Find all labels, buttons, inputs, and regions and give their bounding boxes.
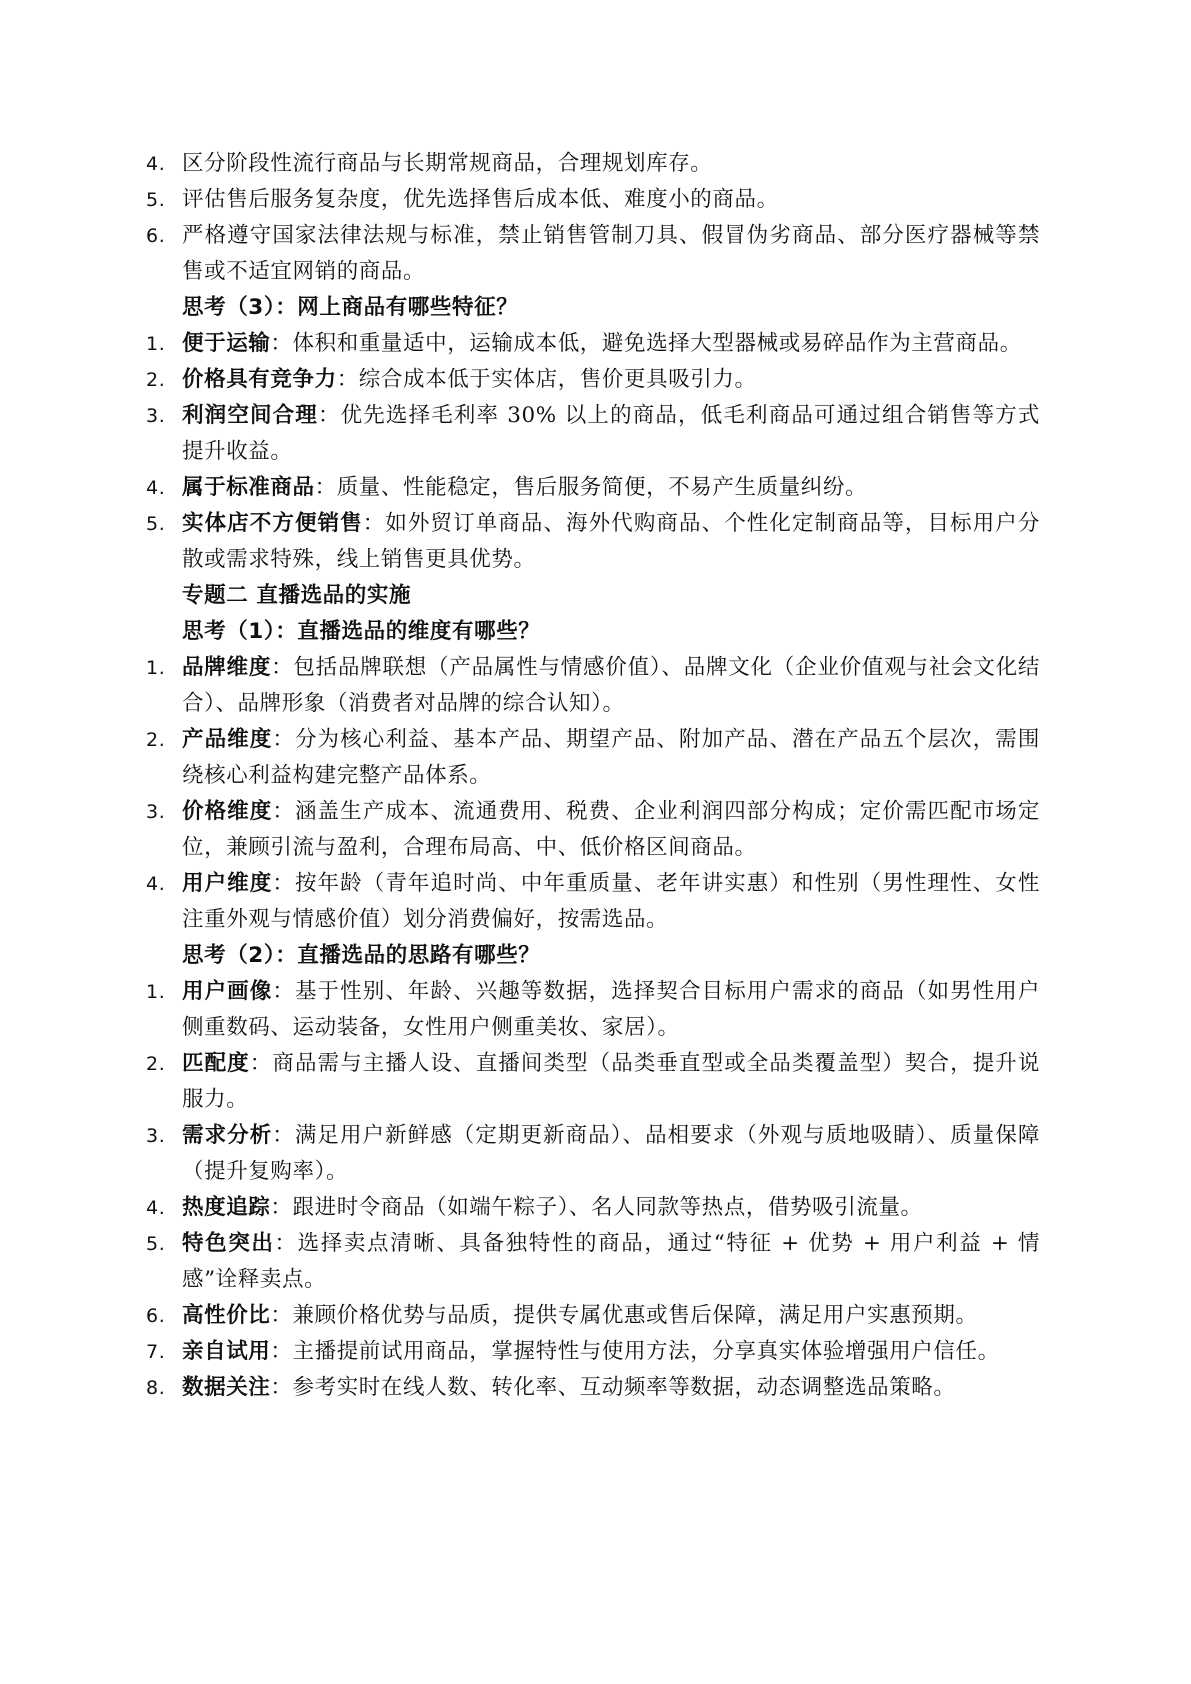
list-item-term: 高性价比 — [182, 1303, 271, 1328]
list-item-text: ：选择卖点清晰、具备独特性的商品，通过“特征 + 优势 + 用户利益 + 情感”诠释卖点。 — [182, 1231, 1040, 1292]
list-item-number: 1. — [146, 657, 166, 679]
list-item-text: ：质量、性能稳定，售后服务简便，不易产生质量纠纷。 — [314, 475, 868, 500]
list-item-number: 7. — [146, 1341, 166, 1363]
list-item-number: 4. — [146, 477, 166, 499]
list-item-term: 价格维度 — [182, 799, 273, 824]
list-item-term: 属于标准商品 — [182, 475, 315, 500]
list-item-text: 严格遵守国家法律法规与标准，禁止销售管制刀具、假冒伪劣商品、部分医疗器械等禁售或不适宜网销的商品。 — [182, 223, 1040, 284]
list-item-term: 热度追踪 — [182, 1195, 271, 1220]
list-item — [140, 1298, 1040, 1334]
list-item — [140, 1370, 1040, 1406]
list-item — [140, 974, 1040, 1046]
list-item-number: 4. — [146, 153, 166, 175]
list-item-number: 5. — [146, 513, 166, 535]
list-item-term: 用户画像 — [182, 979, 273, 1004]
list-item-term: 匹配度 — [182, 1051, 250, 1076]
list-item — [140, 362, 1040, 398]
list-item-number: 5. — [146, 189, 166, 211]
list-item-number: 6. — [146, 1305, 166, 1327]
list-item-number: 3. — [146, 405, 166, 427]
list-item-text: ：商品需与主播人设、直播间类型（品类垂直型或全品类覆盖型）契合，提升说服力。 — [182, 1051, 1040, 1112]
list-item — [140, 470, 1040, 506]
list-item-text: ：参考实时在线人数、转化率、互动频率等数据，动态调整选品策略。 — [270, 1375, 956, 1400]
list-item-term: 利润空间合理 — [182, 403, 318, 428]
section-heading: 专题二 直播选品的实施 — [182, 583, 412, 608]
list-item-text: ：跟进时令商品（如端午粽子）、名人同款等热点，借势吸引流量。 — [270, 1195, 923, 1220]
list-item-text: ：主播提前试用商品，掌握特性与使用方法，分享真实体验增强用户信任。 — [270, 1339, 1000, 1364]
list-item-number: 4. — [146, 1197, 166, 1219]
list-item — [140, 1190, 1040, 1226]
list-item-text: ：基于性别、年龄、兴趣等数据，选择契合目标用户需求的商品（如男性用户侧重数码、运动装备，女性用户侧重美妆、家居）。 — [182, 979, 1040, 1040]
list-item-term: 数据关注 — [182, 1375, 271, 1400]
list-item-number: 4. — [146, 873, 166, 895]
list-item-text: ：如外贸订单商品、海外代购商品、个性化定制商品等，目标用户分散或需求特殊，线上销售更具优势。 — [182, 511, 1040, 572]
section-heading: 思考（1）：直播选品的维度有哪些？ — [182, 619, 541, 644]
list-item-number: 3. — [146, 801, 166, 823]
list-item-term: 特色突出 — [182, 1231, 275, 1256]
list-item-text: ：分为核心利益、基本产品、期望产品、附加产品、潜在产品五个层次，需围绕核心利益构建完整产品体系。 — [182, 727, 1040, 788]
list-item-number: 6. — [146, 225, 166, 247]
list-item — [140, 1226, 1040, 1298]
list-item-text: ：综合成本低于实体店，售价更具吸引力。 — [336, 367, 757, 392]
list-item-number: 1. — [146, 333, 166, 355]
list-item-number: 3. — [146, 1125, 166, 1147]
list-item-term: 产品维度 — [182, 727, 273, 752]
list-item — [140, 1334, 1040, 1370]
list-item — [140, 326, 1040, 362]
list-item — [140, 146, 1040, 182]
list-item-text: ：兼顾价格优势与品质，提供专属优惠或售后保障，满足用户实惠预期。 — [270, 1303, 978, 1328]
list-item-term: 价格具有竞争力 — [182, 367, 337, 392]
list-item-number: 1. — [146, 981, 166, 1003]
list-item-text: ：体积和重量适中，运输成本低，避免选择大型器械或易碎品作为主营商品。 — [270, 331, 1022, 356]
list-item-number: 2. — [146, 1053, 166, 1075]
list-item — [140, 1046, 1040, 1118]
list-item-term: 亲自试用 — [182, 1339, 271, 1364]
list-item — [140, 1118, 1040, 1190]
list-item — [140, 866, 1040, 938]
list-item-text: ：优先选择毛利率 30% 以上的商品，低毛利商品可通过组合销售等方式提升收益。 — [182, 403, 1041, 464]
list-item-term: 用户维度 — [182, 871, 273, 896]
list-item-term: 便于运输 — [182, 331, 271, 356]
list-item-term: 实体店不方便销售 — [182, 511, 363, 536]
list-item-term: 需求分析 — [182, 1123, 273, 1148]
section-heading: 思考（2）：直播选品的思路有哪些？ — [182, 943, 541, 968]
list-item-number: 5. — [146, 1233, 166, 1255]
list-item-text: ：满足用户新鲜感（定期更新商品）、品相要求（外观与质地吸睛）、质量保障（提升复购率）。 — [182, 1123, 1040, 1184]
section-heading: 思考（3）：网上商品有哪些特征？ — [182, 295, 519, 320]
list-item-number: 2. — [146, 369, 166, 391]
list-item — [140, 182, 1040, 218]
list-item-text: 评估售后服务复杂度，优先选择售后成本低、难度小的商品。 — [182, 187, 779, 212]
list-item-text: ：涵盖生产成本、流通费用、税费、企业利润四部分构成；定价需匹配市场定位，兼顾引流与盈利，合理布局高、中、低价格区间商品。 — [182, 799, 1040, 860]
list-item — [140, 794, 1040, 866]
list-item-term: 品牌维度 — [182, 655, 272, 680]
list-item — [140, 398, 1040, 470]
list-item-number: 8. — [146, 1377, 166, 1399]
list-item — [140, 650, 1040, 722]
list-item-text: ：包括品牌联想（产品属性与情感价值）、品牌文化（企业价值观与社会文化结合）、品牌形象（消费者对品牌的综合认知）。 — [182, 655, 1040, 716]
list-item-number: 2. — [146, 729, 166, 751]
document-body — [140, 146, 1040, 1406]
list-item-text: ：按年龄（青年追时尚、中年重质量、老年讲实惠）和性别（男性理性、女性注重外观与情感价值）划分消费偏好，按需选品。 — [182, 871, 1040, 932]
list-item — [140, 722, 1040, 794]
list-item — [140, 218, 1040, 290]
list-item — [140, 506, 1040, 578]
list-item-text: 区分阶段性流行商品与长期常规商品，合理规划库存。 — [182, 151, 713, 176]
